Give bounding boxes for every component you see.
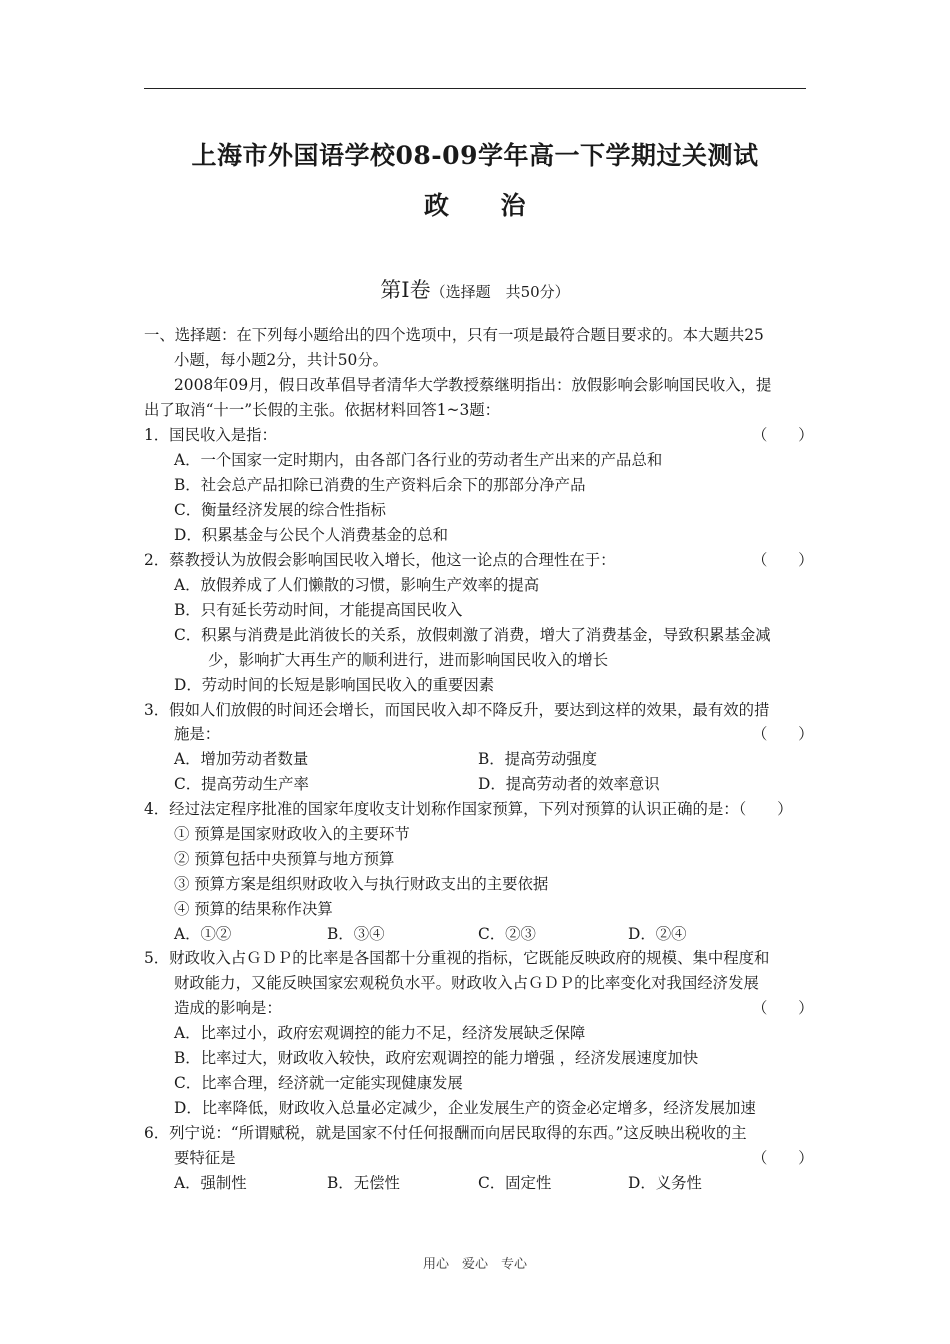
question-5-option-a: A．比率过小，政府宏观调控的能力不足，经济发展缺乏保障 (174, 1024, 586, 1042)
question-4-item: ① 预算是国家财政收入的主要环节 (174, 825, 410, 843)
section-heading (0, 274, 950, 304)
answer-bracket: （ ） (752, 999, 814, 1017)
question-5-stem-cont: 财政能力，又能反映国家宏观税负水平。财政收入占ＧＤＰ的比率变化对我国经济发展 (174, 974, 759, 992)
question-4-item: ② 预算包括中央预算与地方预算 (174, 850, 395, 868)
question-2-stem: 2．蔡教授认为放假会影响国民收入增长，他这一论点的合理性在于： (144, 551, 616, 569)
question-6-option-a: A．强制性 (174, 1174, 247, 1192)
question-1-option-b: B．社会总产品扣除已消费的生产资料后余下的那部分净产品 (174, 476, 586, 494)
header-rule (144, 88, 806, 89)
question-3-stem: 3．假如人们放假的时间还会增长，而国民收入却不降反升，要达到这样的效果，最有效的措 (144, 701, 770, 719)
question-5-option-c: C．比率合理，经济就一定能实现健康发展 (174, 1074, 463, 1092)
question-6-option-d: D．义务性 (628, 1174, 702, 1192)
question-2-option-b: B．只有延长劳动时间，才能提高国民收入 (174, 601, 463, 619)
material-line: 出了取消“十一”长假的主张。依据材料回答1~3题： (144, 401, 501, 419)
question-4-option-a: A．①② (174, 925, 232, 943)
question-3-stem-cont: 施是： (174, 725, 221, 743)
answer-bracket: （ ） (752, 551, 814, 569)
question-6-option-b: B．无偿性 (327, 1174, 400, 1192)
question-2-option-a: A．放假养成了人们懒散的习惯，影响生产效率的提高 (174, 576, 540, 594)
question-4-stem: 4．经过法定程序批准的国家年度收支计划称作国家预算，下列对预算的认识正确的是：（ ） (144, 800, 793, 818)
question-2-option-d: D．劳动时间的长短是影响国民收入的重要因素 (174, 676, 495, 694)
question-4-option-d: D．②④ (628, 925, 687, 943)
question-1-stem: 1．国民收入是指： (144, 426, 277, 444)
question-2-option-c-cont: 少，影响扩大再生产的顺利进行，进而影响国民收入的增长 (208, 651, 609, 669)
answer-bracket: （ ） (752, 725, 814, 743)
question-3-option-c: C．提高劳动生产率 (174, 775, 309, 793)
question-1-option-c: C．衡量经济发展的综合性指标 (174, 501, 386, 519)
instructions-line: 一、选择题：在下列每小题给出的四个选项中，只有一项是最符合题目要求的。本大题共25 (144, 326, 764, 344)
section-note: （选择题 共50分） (430, 283, 570, 301)
question-6-stem-cont: 要特征是 (174, 1149, 236, 1167)
question-4-option-c: C．②③ (478, 925, 536, 943)
material-line: 2008年09月，假日改革倡导者清华大学教授蔡继明指出：放假影响会影响国民收入，提 (174, 376, 772, 394)
question-5-stem: 5．财政收入占ＧＤＰ的比率是各国都十分重视的指标，它既能反映政府的规模、集中程度和 (144, 949, 770, 967)
question-1-option-d: D．积累基金与公民个人消费基金的总和 (174, 526, 448, 544)
question-4-item: ④ 预算的结果称作决算 (174, 900, 333, 918)
question-5-option-d: D．比率降低，财政收入总量必定减少，企业发展生产的资金必定增多，经济发展加速 (174, 1099, 756, 1117)
question-3-option-a: A．增加劳动者数量 (174, 750, 309, 768)
question-3-option-b: B．提高劳动强度 (478, 750, 598, 768)
question-4-option-b: B．③④ (327, 925, 385, 943)
question-1-option-a: A．一个国家一定时期内，由各部门各行业的劳动者生产出来的产品总和 (174, 451, 663, 469)
question-6-option-c: C．固定性 (478, 1174, 552, 1192)
question-4-item: ③ 预算方案是组织财政收入与执行财政支出的主要依据 (174, 875, 549, 893)
page-footer: 用心 爱心 专心 (422, 1257, 527, 1272)
question-3-option-d: D．提高劳动者的效率意识 (478, 775, 660, 793)
answer-bracket: （ ） (752, 426, 814, 444)
question-5-stem-cont: 造成的影响是： (174, 999, 282, 1017)
subject-title: 政 治 (423, 191, 526, 220)
question-6-stem: 6．列宁说：“所谓赋税，就是国家不付任何报酬而向居民取得的东西。”这反映出税收的主 (144, 1124, 747, 1142)
section-label: 第Ⅰ卷 (380, 278, 431, 302)
question-2-option-c: C．积累与消费是此消彼长的关系，放假刺激了消费，增大了消费基金，导致积累基金减 (174, 626, 771, 644)
question-5-option-b: B．比率过大，财政收入较快，政府宏观调控的能力增强 ，经济发展速度加快 (174, 1049, 699, 1067)
answer-bracket: （ ） (752, 1149, 814, 1167)
page-title: 上海市外国语学校08-09学年高一下学期过关测试 (191, 141, 759, 170)
instructions-line: 小题，每小题2分，共计50分。 (174, 351, 389, 369)
